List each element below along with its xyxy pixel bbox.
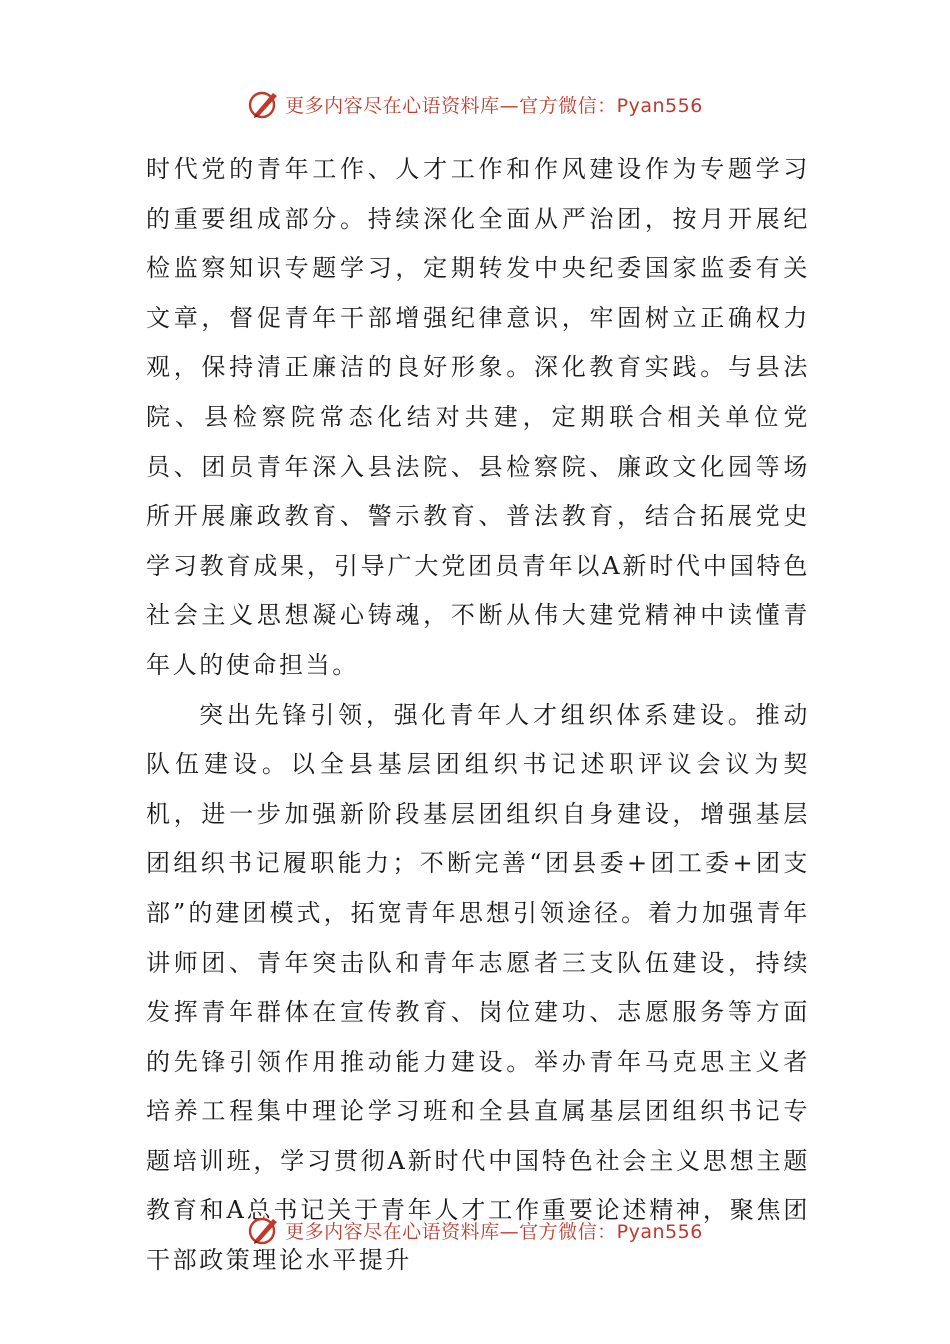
paragraph-1: 时代党的青年工作、人才工作和作风建设作为专题学习的重要组成部分。持续深化全面从严治团，按月开展纪检监察知识专题学习，定期转发中央纪委国家监委有关文章，督促青年干部增强纪律意识，牢固树立正确权力观，保持清正廉洁的良好形象。深化教育实践。与县法院、县检察院常态化结对共建，定期联合相关单位党员、团员青年深入县法院、县检察院、廉政文化园等场所开展廉政教育、警示教育、普法教育，结合拓展党史学习教育成果，引导广大党团员青年以A新时代中国特色社会主义思想凝心铸魂，不断从伟大建党精神中读懂青年人的使命担当。 [146, 155, 810, 679]
watermark-wechat: —官方微信：Pyan556 [499, 94, 703, 117]
watermark-header [0, 84, 950, 124]
paragraph-2: 突出先锋引领，强化青年人才组织体系建设。推动队伍建设。以全县基层团组织书记述职评议会议为契机，进一步加强新阶段基层团组织自身建设，增强基层团组织书记履职能力；不断完善“团县委+团工委+团支部”的建团模式，拓宽青年思想引领途径。着力加强青年讲师团、青年突击队和青年志愿者三支队伍建设，持续发挥青年群体在宣传教育、岗位建功、志愿服务等方面的先锋引领作用推动能力建设。举办青年马克思主义者培养工程集中理论学习班和全县直属基层团组织书记专题培训班，学习贯彻A新时代中国特色社会主义思想主题教育和A总书记关于青年人才工作重要论述精神，聚焦团干部政策理论水平提升 [146, 700, 810, 1275]
pen-circle-icon [247, 1213, 281, 1247]
watermark-brand: 更多内容尽在心语资料库 [285, 94, 500, 117]
watermark-brand: 更多内容尽在心语资料库 [285, 1220, 500, 1243]
watermark-wechat: —官方微信：Pyan556 [499, 1220, 703, 1243]
watermark-footer [0, 1210, 950, 1250]
pen-circle-icon [247, 87, 281, 121]
document-body [146, 145, 810, 1286]
